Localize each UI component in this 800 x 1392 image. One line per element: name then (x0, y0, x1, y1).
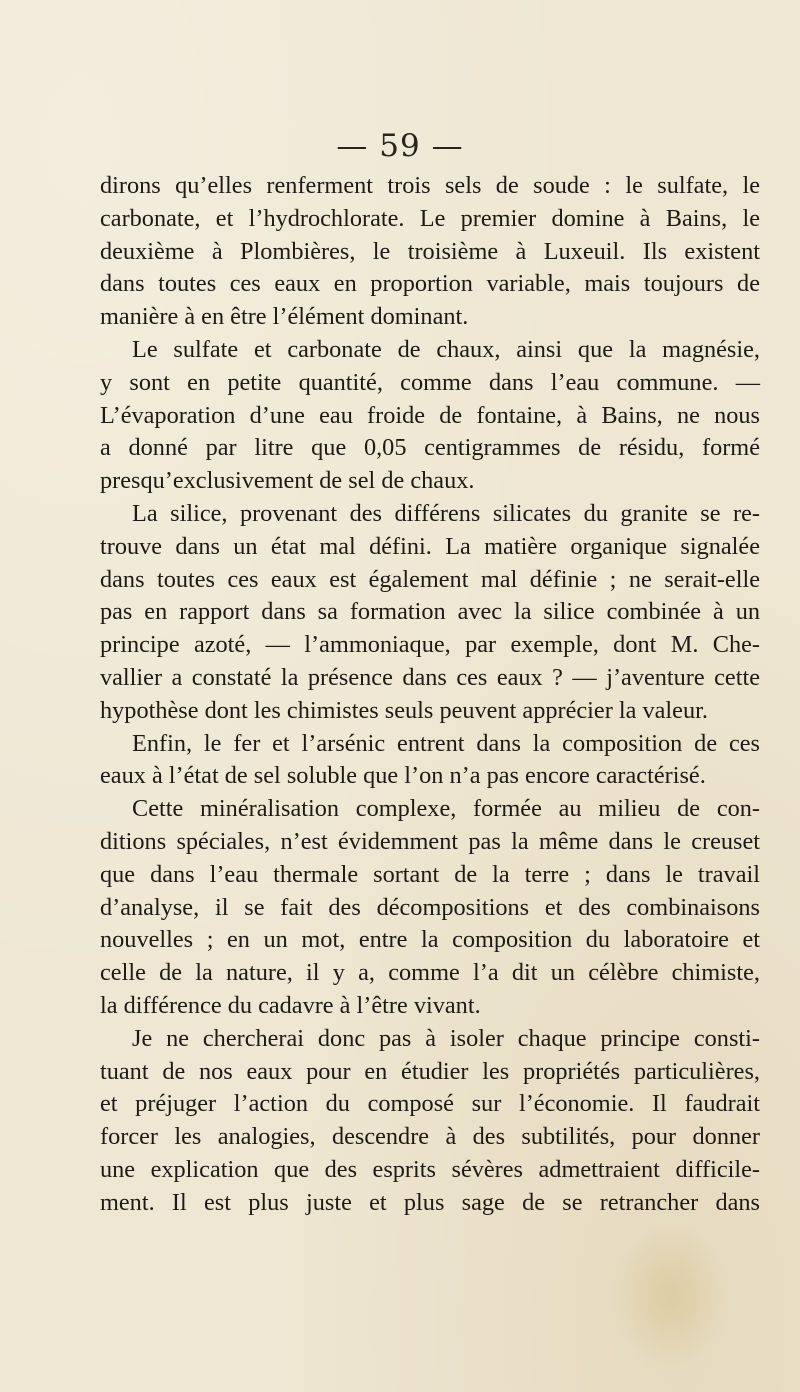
text-line: que dans l’eau thermale sortant de la terre ; dans le travail (100, 860, 760, 888)
text-line: eaux à l’état de sel soluble que l’on n’a pas encore caractérisé. (100, 762, 706, 790)
text-line: presqu’exclusivement de sel de chaux. (100, 467, 475, 495)
text-line: tuant de nos eaux pour en étudier les propriétés particulières, (100, 1057, 760, 1085)
text-line: celle de la nature, il y a, comme l’a dit un célèbre chimiste, (100, 959, 760, 987)
text-line: Cette minéralisation complexe, formée au milieu de con- (132, 795, 760, 823)
text-line: carbonate, et l’hydrochlorate. Le premier domine à Bains, le (100, 204, 760, 232)
text-line: forcer les analogies, descendre à des subtilités, pour donner (100, 1123, 760, 1151)
text-line: dans toutes ces eaux est également mal définie ; ne serait-elle (100, 565, 760, 593)
text-line: manière à en être l’élément dominant. (100, 303, 469, 331)
text-line: hypothèse dont les chimistes seuls peuvent apprécier la valeur. (100, 696, 708, 724)
text-line: La silice, provenant des différens silicates du granite se re- (132, 499, 760, 527)
text-line: deuxième à Plombières, le troisième à Luxeuil. Ils existent (100, 237, 760, 265)
text-line: une explication que des esprits sévères admettraient difficile- (100, 1155, 760, 1183)
text-line: a donné par litre que 0,05 centigrammes de résidu, formé (100, 434, 760, 462)
text-line: dans toutes ces eaux en proportion variable, mais toujours de (100, 270, 760, 298)
text-line: la différence du cadavre à l’être vivant. (100, 991, 481, 1019)
text-line: vallier a constaté la présence dans ces eaux ? — j’aventure cette (100, 663, 760, 691)
text-line: principe azoté, — l’ammoniaque, par exemple, dont M. Che- (100, 631, 760, 659)
text-line: y sont en petite quantité, comme dans l’eau commune. — (100, 368, 760, 396)
text-line: trouve dans un état mal défini. La matière organique signalée (100, 532, 760, 560)
text-line: Je ne chercherai donc pas à isoler chaque principe consti- (132, 1024, 760, 1052)
text-line: L’évaporation d’une eau froide de fontaine, à Bains, ne nous (100, 401, 760, 429)
text-line: Enfin, le fer et l’arsénic entrent dans la composition de ces (132, 729, 760, 757)
text-line: pas en rapport dans sa formation avec la silice combinée à un (100, 598, 760, 626)
text-line: ment. Il est plus juste et plus sage de se retrancher dans (100, 1188, 760, 1216)
page-body-text (100, 170, 760, 1220)
text-line: et préjuger l’action du composé sur l’économie. Il faudrait (100, 1090, 760, 1118)
text-line: d’analyse, il se fait des décompositions et des combinaisons (100, 893, 760, 921)
text-line: Le sulfate et carbonate de chaux, ainsi que la magnésie, (132, 335, 760, 363)
text-line: dirons qu’elles renferment trois sels de soude : le sulfate, le (100, 172, 760, 199)
paper-stain (610, 1220, 730, 1370)
text-line: nouvelles ; en un mot, entre la composition du laboratoire et (100, 926, 760, 954)
page-number: — 59 — (336, 128, 464, 164)
text-line: ditions spéciales, n’est évidemment pas la même dans le creuset (100, 827, 760, 855)
